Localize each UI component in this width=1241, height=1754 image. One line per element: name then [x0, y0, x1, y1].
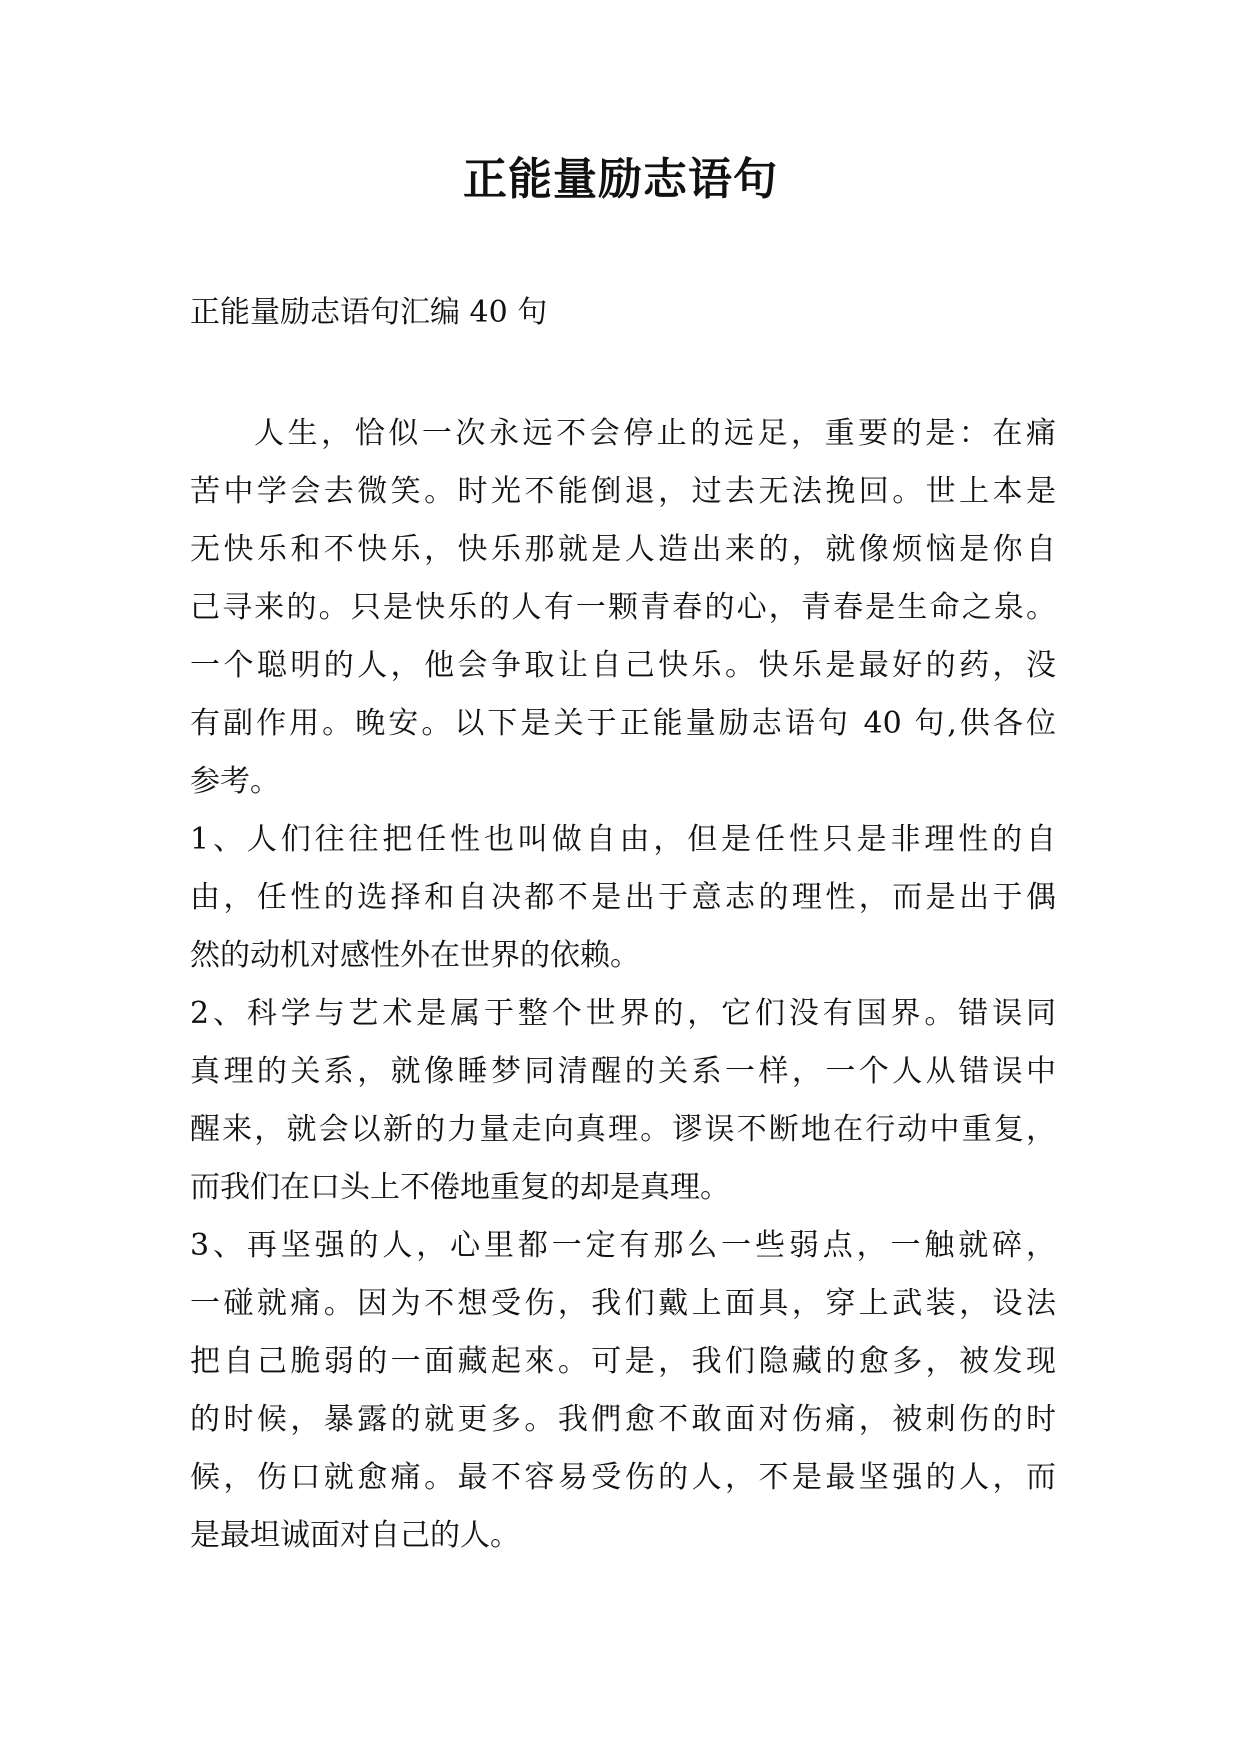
page-title: 正能量励志语句 [463, 154, 778, 205]
text-line: 由，任性的选择和自决都不是出于意志的理性，而是出于偶 [190, 880, 1056, 915]
text-line: 把自己脆弱的一面藏起來。可是，我们隐藏的愈多，被发现 [190, 1344, 1056, 1379]
text-line: 而我们在口头上不倦地重复的却是真理。 [190, 1170, 730, 1205]
text-line: 无快乐和不快乐，快乐那就是人造出来的，就像烦恼是你自 [190, 532, 1056, 567]
text-line: 1、人们往往把任性也叫做自由，但是任性只是非理性的自 [190, 822, 1056, 857]
text-line: 一碰就痛。因为不想受伤，我们戴上面具，穿上武装，设法 [190, 1286, 1056, 1321]
text-line: 候，伤口就愈痛。最不容易受伤的人，不是最坚强的人，而 [190, 1460, 1056, 1495]
text-line: 2、科学与艺术是属于整个世界的，它们没有国界。错误同 [190, 996, 1056, 1031]
text-line: 己寻来的。只是快乐的人有一颗青春的心，青春是生命之泉。 [190, 590, 1056, 625]
text-line: 真理的关系，就像睡梦同清醒的关系一样，一个人从错误中 [190, 1054, 1056, 1089]
text-line: 然的动机对感性外在世界的依赖。 [190, 938, 640, 973]
body-text [190, 405, 1056, 1565]
document-subtitle: 正能量励志语句汇编 40 句 [190, 295, 548, 330]
text-line: 有副作用。晚安。以下是关于正能量励志语句 40 句,供各位 [190, 706, 1056, 741]
text-line: 一个聪明的人，他会争取让自己快乐。快乐是最好的药，没 [190, 648, 1056, 683]
text-line: 醒来，就会以新的力量走向真理。谬误不断地在行动中重复， [190, 1112, 1056, 1147]
text-line: 是最坦诚面对自己的人。 [190, 1518, 520, 1553]
text-line: 3、再坚强的人，心里都一定有那么一些弱点，一触就碎， [190, 1228, 1056, 1263]
text-line: 人生，恰似一次永远不会停止的远足，重要的是：在痛 [254, 416, 1056, 451]
text-line: 参考。 [190, 764, 280, 799]
text-line: 苦中学会去微笑。时光不能倒退，过去无法挽回。世上本是 [190, 474, 1056, 509]
text-line: 的时候，暴露的就更多。我們愈不敢面对伤痛，被刺伤的时 [190, 1402, 1056, 1437]
